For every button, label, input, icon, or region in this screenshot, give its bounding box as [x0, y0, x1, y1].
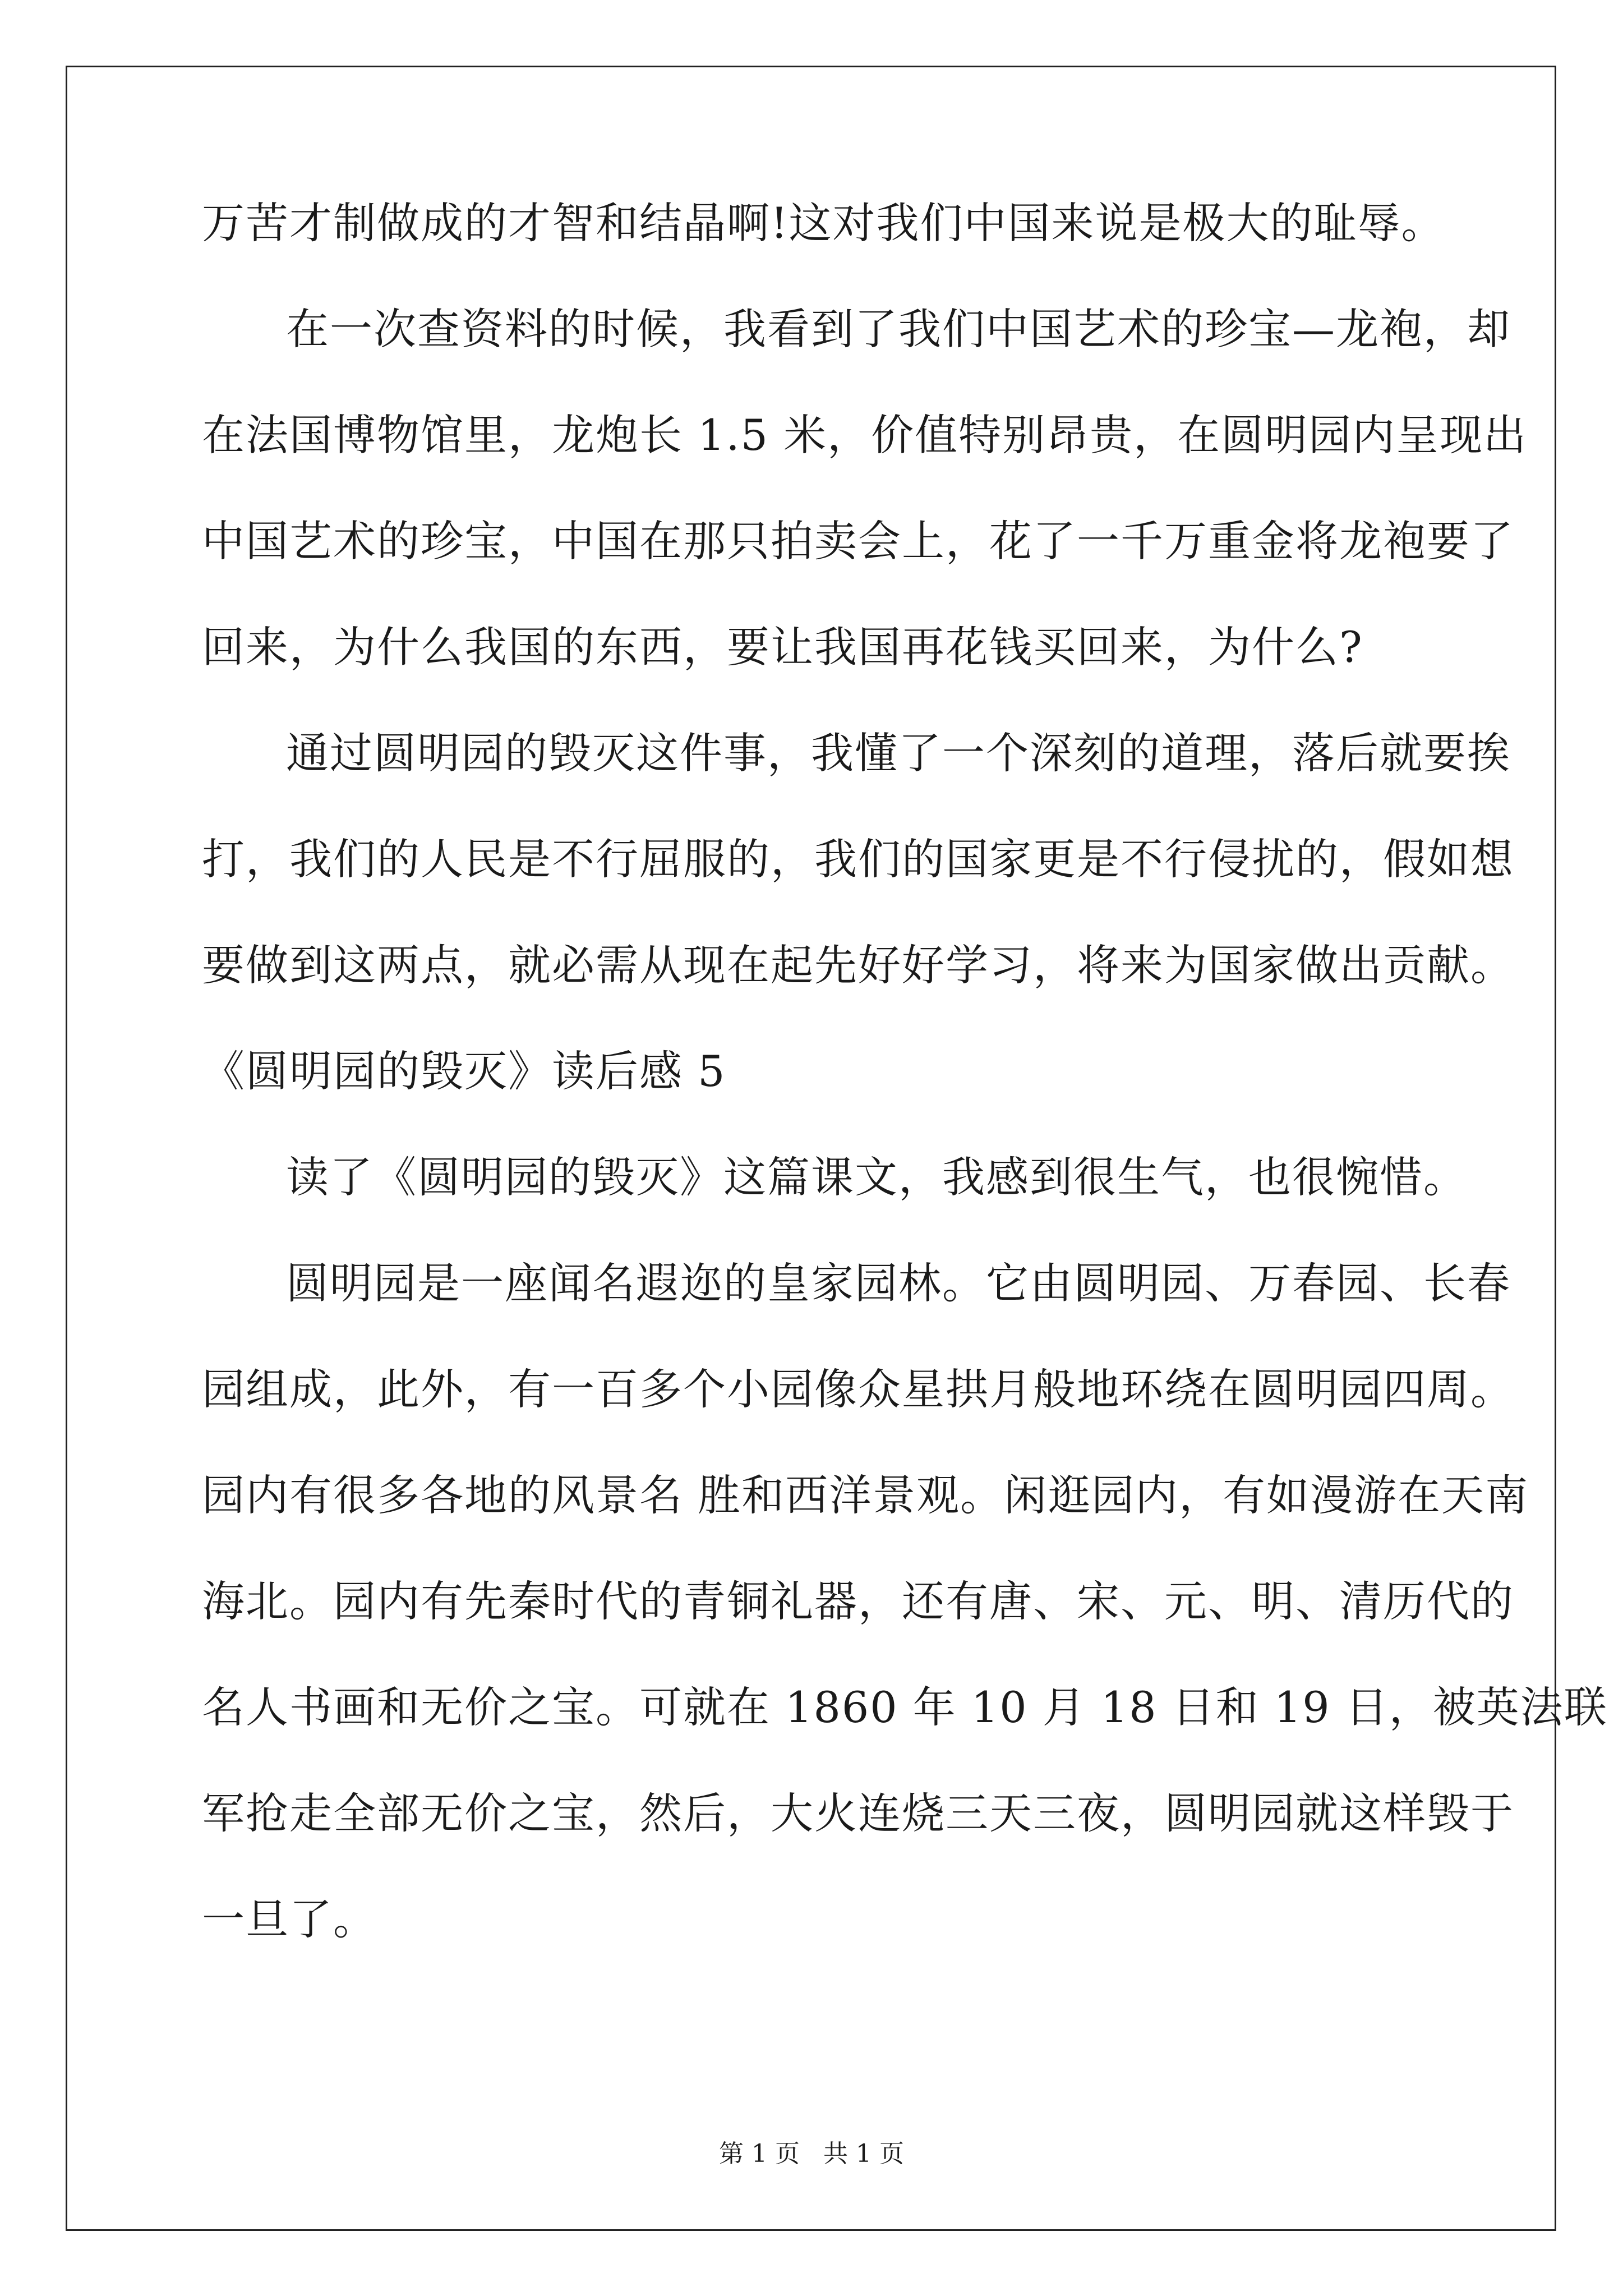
text-line: 名人书画和无价之宝。可就在 1860 年 10 月 18 日和 19 日，被英法联 — [202, 1682, 1608, 1732]
text-line: 中国艺术的珍宝，中国在那只拍卖会上，花了一千万重金将龙袍要了 — [202, 516, 1514, 566]
text-line: 万苦才制做成的才智和结晶啊!这对我们中国来说是极大的耻辱。 — [202, 198, 1445, 248]
text-line: 《圆明园的毁灭》读后感 5 — [202, 1046, 726, 1096]
text-line: 在一次查资料的时候，我看到了我们中国艺术的珍宝—龙袍，却 — [286, 304, 1511, 354]
text-line: 园内有很多各地的风景名 胜和西洋景观。闲逛园内，有如漫游在天南 — [202, 1470, 1529, 1520]
text-line: 一旦了。 — [202, 1894, 377, 1944]
text-line: 在法国博物馆里，龙炮长 1.5 米，价值特别昂贵，在圆明园内呈现出 — [202, 410, 1528, 460]
text-line: 圆明园是一座闻名遐迩的皇家园林。它由圆明园、万春园、长春 — [286, 1258, 1511, 1308]
text-line: 园组成，此外，有一百多个小园像众星拱月般地环绕在圆明园四周。 — [202, 1364, 1514, 1414]
text-line: 读了《圆明园的毁灭》这篇课文，我感到很生气，也很惋惜。 — [286, 1152, 1467, 1202]
text-line: 要做到这两点，就必需从现在起先好好学习，将来为国家做出贡献。 — [202, 940, 1514, 990]
text-line: 通过圆明园的毁灭这件事，我懂了一个深刻的道理，落后就要挨 — [286, 728, 1511, 778]
page-footer: 第 1 页 共 1 页 — [719, 2139, 904, 2168]
document-body — [202, 198, 1608, 2004]
text-line: 打，我们的人民是不行屈服的，我们的国家更是不行侵扰的，假如想 — [202, 834, 1514, 884]
text-line: 回来，为什么我国的东西，要让我国再花钱买回来，为什么? — [202, 622, 1363, 672]
text-line: 军抢走全部无价之宝，然后，大火连烧三天三夜，圆明园就这样毁于 — [202, 1788, 1514, 1838]
text-line: 海北。园内有先秦时代的青铜礼器，还有唐、宋、元、明、清历代的 — [202, 1576, 1514, 1626]
